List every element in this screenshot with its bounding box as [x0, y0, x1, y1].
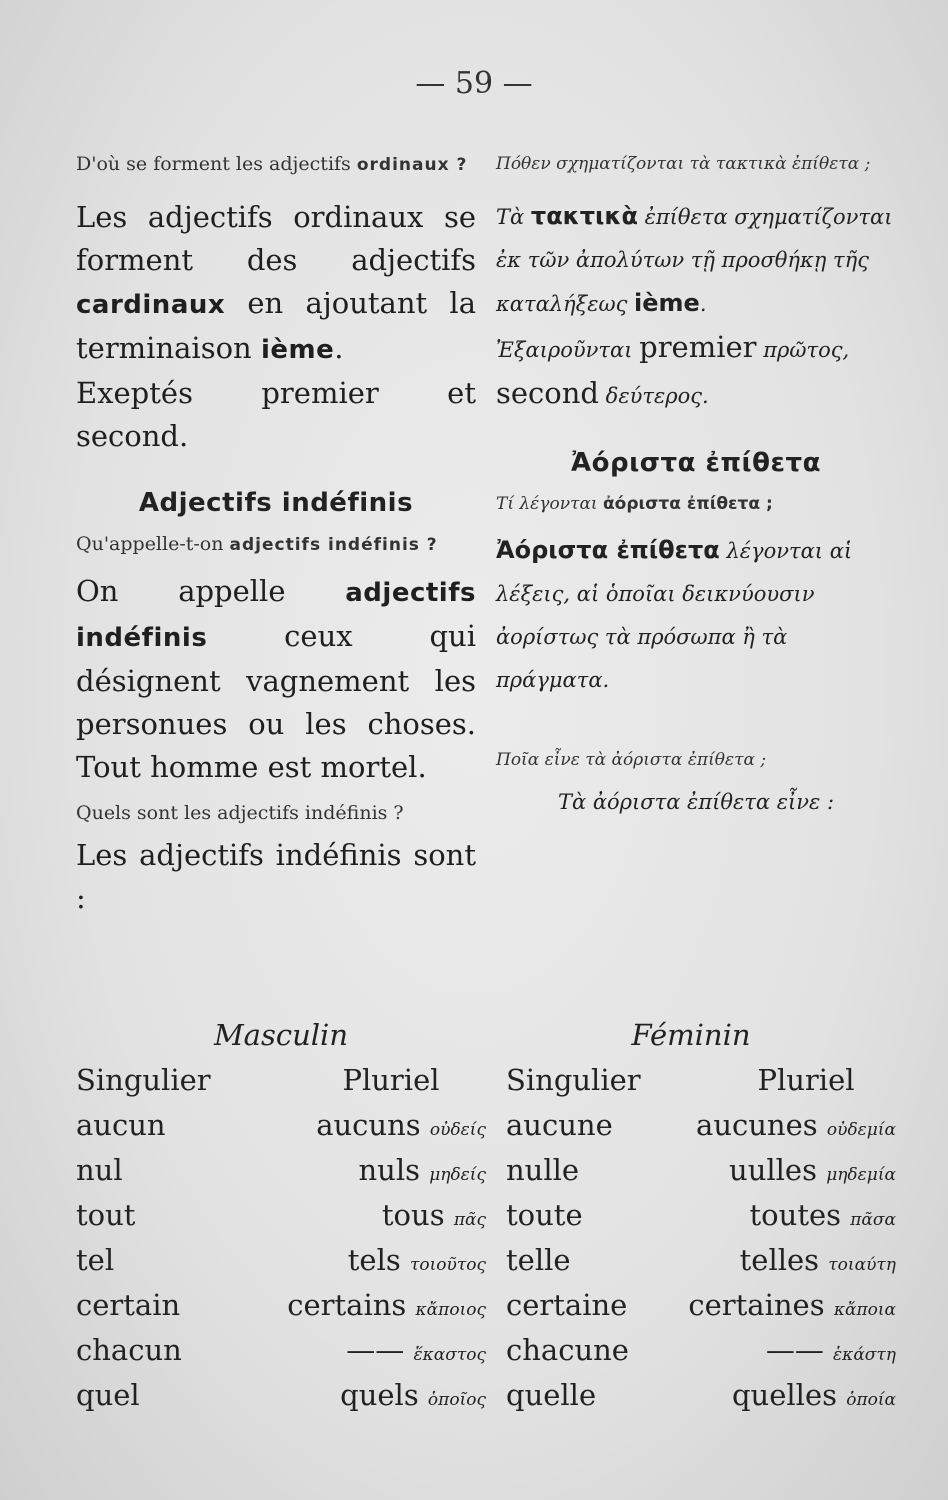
- col-label: Pluriel: [757, 1063, 855, 1097]
- table-row: [76, 1328, 896, 1373]
- fem-greek: κἄποια: [833, 1300, 896, 1320]
- masc-singular: nul: [76, 1153, 123, 1187]
- greek-question-list: Ποῖα εἶνε τὰ ἀόριστα ἐπίθετα ;: [496, 750, 767, 770]
- answer-ordinaux: Les adjectifs ordinaux se forment des adjectifs cardinaux en ajoutant la terminaison ième.: [76, 200, 476, 365]
- masc-singular: certain: [76, 1288, 181, 1322]
- fem-greek: πᾶσα: [850, 1210, 896, 1230]
- fem-greek: ὁποία: [846, 1390, 896, 1410]
- masc-singular: tout: [76, 1198, 136, 1232]
- exception-text: Exeptés premier et second.: [76, 376, 476, 453]
- table-row: [76, 1148, 896, 1193]
- fem-plural: quelles: [731, 1378, 837, 1412]
- greek-answer-indefinis: Ἀόριστα ἐπίθετα λέγονται αἱ λέξεις, αἱ ὁποῖαι δεικνύουσιν ἀορίστως τὰ πρόσωπα ἢ τὰ πράγματα.: [496, 536, 853, 692]
- table-body: [76, 1103, 896, 1418]
- masc-plural: nuls: [358, 1153, 420, 1187]
- fem-plural-cell: [636, 1238, 896, 1283]
- fem-plural: toutes: [749, 1198, 842, 1232]
- fem-plural-cell: [636, 1148, 896, 1193]
- masc-plural: quels: [340, 1378, 419, 1412]
- indefinite-adjectives-table: [76, 1012, 896, 1418]
- masculin-header: Masculin: [213, 1018, 348, 1052]
- fem-plural-cell: [636, 1193, 896, 1238]
- table-row: [76, 1103, 896, 1148]
- question-list: Quels sont les adjectifs indéfinis ?: [76, 802, 404, 824]
- greek-question-ordinaux: Πόθεν σχηματίζονται τὰ τακτικὰ ἐπίθετα ;: [496, 154, 871, 174]
- masc-singular: aucun: [76, 1108, 166, 1142]
- table-row: [76, 1283, 896, 1328]
- fem-greek: οὐδεμία: [826, 1120, 896, 1140]
- table-row: [76, 1373, 896, 1418]
- masc-greek: πᾶς: [453, 1210, 486, 1230]
- masc-plural: ——: [346, 1333, 405, 1367]
- gender-header-row: [76, 1012, 896, 1058]
- greek-answer-list: Τὰ ἀόριστα ἐπίθετα εἶνε :: [557, 790, 835, 814]
- fem-plural-cell: [636, 1103, 896, 1148]
- fem-plural: telles: [739, 1243, 820, 1277]
- fem-greek: τοιαύτη: [828, 1255, 896, 1275]
- masc-singular: quel: [76, 1378, 140, 1412]
- fem-greek: ἑκάστη: [833, 1345, 896, 1365]
- fem-singular: nulle: [506, 1153, 580, 1187]
- masc-plural-cell: [236, 1193, 486, 1238]
- fem-plural: aucunes: [696, 1108, 818, 1142]
- greek-column: [496, 150, 896, 824]
- masc-greek: τοιοῦτος: [409, 1255, 486, 1275]
- masc-plural: certains: [287, 1288, 407, 1322]
- french-column: [76, 150, 476, 920]
- fem-plural: ——: [765, 1333, 824, 1367]
- fem-plural-cell: [636, 1373, 896, 1418]
- masc-singular: tel: [76, 1243, 115, 1277]
- col-label: Singulier: [506, 1063, 641, 1097]
- masc-plural-cell: [236, 1328, 486, 1373]
- fem-plural: uulles: [729, 1153, 817, 1187]
- table-row: [76, 1238, 896, 1283]
- question-indefinis: Qu'appelle-t-on adjectifs indéfinis ?: [76, 533, 438, 555]
- greek-answer-ordinaux: Τὰ τακτικὰ ἐπίθετα σχηματίζονται ἐκ τῶν ἀπολύτων τῇ προσθήκῃ τῆς καταλήξεως ième.: [496, 202, 893, 317]
- masc-plural: tous: [381, 1198, 445, 1232]
- masc-greek: οὐδείς: [429, 1120, 486, 1140]
- feminin-header: Féminin: [631, 1018, 751, 1052]
- masc-greek: μηδείς: [429, 1165, 486, 1185]
- col-label: Singulier: [76, 1063, 211, 1097]
- masc-greek: ὁποῖος: [427, 1390, 486, 1410]
- fem-singular: certaine: [506, 1288, 628, 1322]
- masc-greek: ἕκαστος: [413, 1345, 486, 1365]
- fem-plural: certaines: [688, 1288, 825, 1322]
- greek-section-heading: Ἀόριστα ἐπίθετα: [571, 448, 821, 478]
- fem-greek: μηδεμία: [826, 1165, 896, 1185]
- question-ordinaux: D'où se forment les adjectifs ordinaux ?: [76, 153, 468, 175]
- masc-singular: chacun: [76, 1333, 182, 1367]
- masc-plural-cell: [236, 1283, 486, 1328]
- answer-list: Les adjectifs indéfinis sont :: [76, 838, 476, 915]
- masc-plural-cell: [236, 1103, 486, 1148]
- col-label: Pluriel: [342, 1063, 440, 1097]
- masc-plural: tels: [347, 1243, 401, 1277]
- fem-singular: toute: [506, 1198, 583, 1232]
- masc-plural-cell: [236, 1238, 486, 1283]
- number-header-row: [76, 1058, 896, 1103]
- page-number: — 59 —: [415, 66, 533, 101]
- fem-plural-cell: [636, 1283, 896, 1328]
- fem-singular: aucune: [506, 1108, 613, 1142]
- table-row: [76, 1193, 896, 1238]
- fem-plural-cell: [636, 1328, 896, 1373]
- greek-exception-text: Ἐξαιροῦνται premier πρῶτος, second δεύτερος.: [496, 330, 850, 410]
- fem-singular: quelle: [506, 1378, 597, 1412]
- answer-indefinis: On appelle adjectifs indéfinis ceux qui désignent vagnement les personues ou les choses. Tout homme est mortel.: [76, 574, 476, 784]
- masc-plural: aucuns: [316, 1108, 421, 1142]
- fem-singular: chacune: [506, 1333, 629, 1367]
- greek-question-indefinis: Τί λέγονται ἀόριστα ἐπίθετα ;: [496, 494, 773, 514]
- section-heading: Adjectifs indéfinis: [138, 488, 414, 518]
- masc-greek: κἄποιος: [415, 1300, 486, 1320]
- fem-singular: telle: [506, 1243, 571, 1277]
- masc-plural-cell: [236, 1373, 486, 1418]
- masc-plural-cell: [236, 1148, 486, 1193]
